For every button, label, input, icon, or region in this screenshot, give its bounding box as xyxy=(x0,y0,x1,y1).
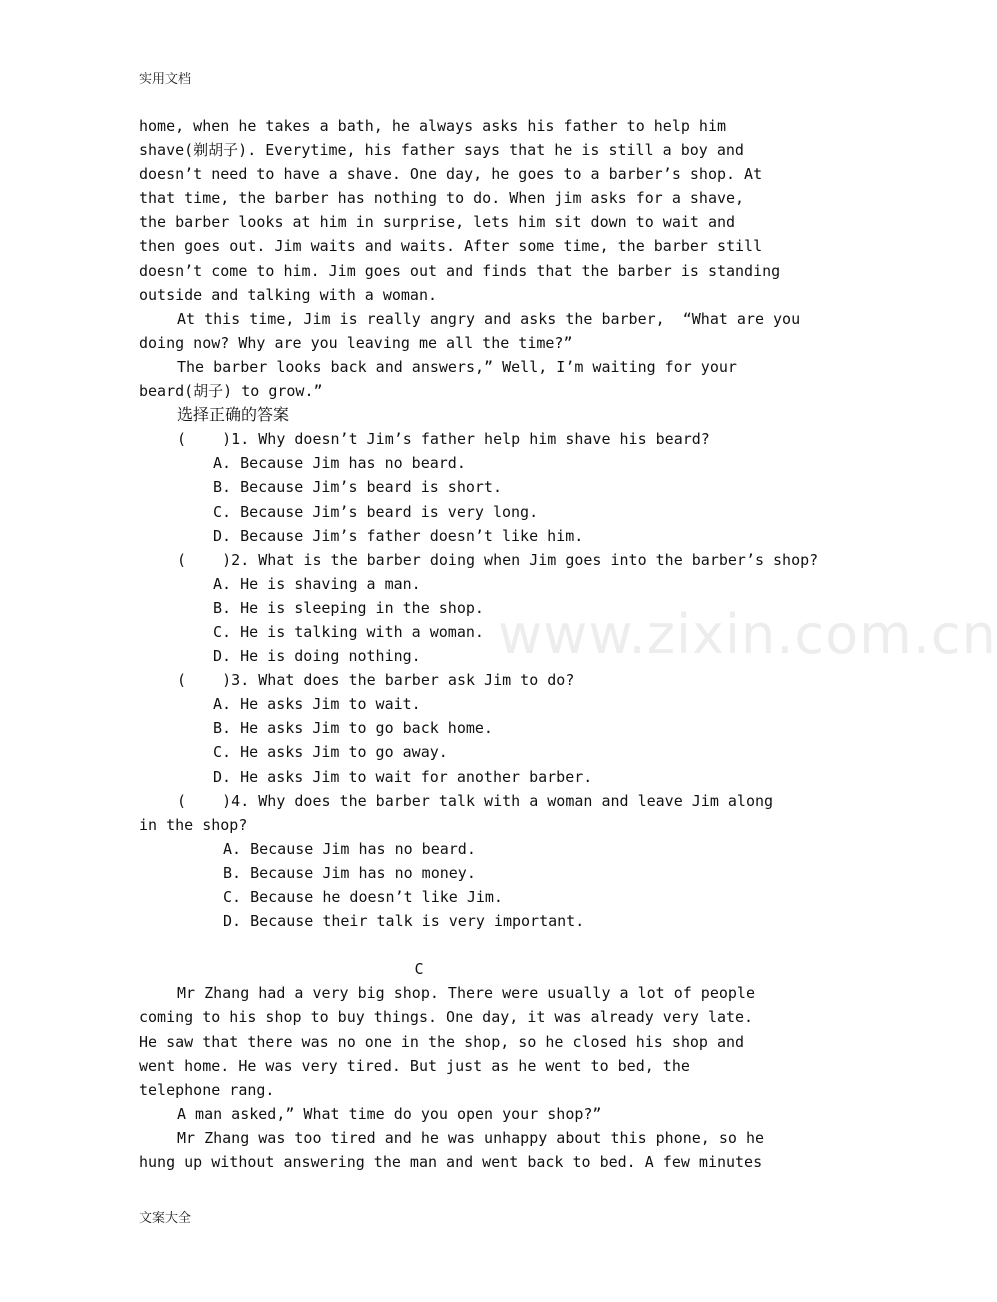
story-line: beard(胡子) to grow.” xyxy=(139,382,323,401)
story-line: then goes out. Jim waits and waits. After some time, the barber still xyxy=(139,237,763,256)
document-body xyxy=(139,114,819,1174)
answer-option: C. He is talking with a woman. xyxy=(213,622,484,641)
story-line: Mr Zhang was too tired and he was unhappy about this phone, so he xyxy=(177,1128,764,1147)
answer-option: C. Because he doesn’t like Jim. xyxy=(223,888,503,906)
answer-option: A. He is shaving a man. xyxy=(213,574,421,593)
section-heading: C xyxy=(414,960,424,979)
page-footer-label: 文案大全 xyxy=(139,1211,192,1226)
question-stem-continued: in the shop? xyxy=(139,815,248,834)
answer-option: B. Because Jim’s beard is short. xyxy=(213,478,502,497)
answer-option: D. He is doing nothing. xyxy=(213,647,421,666)
story-line: went home. He was very tired. But just as he went to bed, the xyxy=(139,1056,690,1075)
story-line: shave(剃胡子). Everytime, his father says that he is still a boy and xyxy=(139,141,744,160)
story-line: home, when he takes a bath, he always asks his father to help him xyxy=(139,117,726,135)
story-line: the barber looks at him in surprise, lets him sit down to wait and xyxy=(139,213,736,232)
question-stem: ( )2. What is the barber doing when Jim goes into the barber’s shop? xyxy=(177,550,819,569)
answer-option: B. He is sleeping in the shop. xyxy=(213,598,484,617)
page-header-label: 实用文档 xyxy=(139,72,192,87)
blank-line xyxy=(139,933,819,957)
story-line: The barber looks back and answers,” Well, I’m waiting for your xyxy=(177,357,737,376)
story-line: that time, the barber has nothing to do. When jim asks for a shave, xyxy=(139,189,745,208)
story-line: doesn’t need to have a shave. One day, he goes to a barber’s shop. At xyxy=(139,165,763,184)
story-line: doing now? Why are you leaving me all the time?” xyxy=(139,333,573,352)
quiz-instruction: 选择正确的答案 xyxy=(177,405,290,425)
question-stem: ( )3. What does the barber ask Jim to do? xyxy=(177,671,575,690)
watermark: www.zixin.com.cn xyxy=(498,603,997,666)
question-stem: ( )4. Why does the barber talk with a woman and leave Jim along xyxy=(177,791,774,810)
story-line: doesn’t come to him. Jim goes out and finds that the barber is standing xyxy=(139,261,781,280)
story-line: hung up without answering the man and went back to bed. A few minutes xyxy=(139,1153,763,1172)
story-line: outside and talking with a woman. xyxy=(139,285,438,304)
story-line: Mr Zhang had a very big shop. There were usually a lot of people xyxy=(177,984,755,1003)
story-line: A man asked,” What time do you open your shop?” xyxy=(177,1104,602,1123)
answer-option: C. Because Jim’s beard is very long. xyxy=(213,502,539,521)
answer-option: D. Because Jim’s father doesn’t like him. xyxy=(213,526,584,545)
answer-option: D. He asks Jim to wait for another barber. xyxy=(213,767,593,786)
answer-option: A. He asks Jim to wait. xyxy=(213,695,421,714)
story-line: coming to his shop to buy things. One day, it was already very late. xyxy=(139,1008,754,1027)
story-line: He saw that there was no one in the shop, so he closed his shop and xyxy=(139,1032,745,1051)
story-line: telephone rang. xyxy=(139,1080,275,1099)
answer-option: A. Because Jim has no beard. xyxy=(213,454,466,473)
answer-option: B. Because Jim has no money. xyxy=(223,863,476,882)
answer-option: B. He asks Jim to go back home. xyxy=(213,719,493,738)
question-stem: ( )1. Why doesn’t Jim’s father help him shave his beard? xyxy=(177,430,710,449)
answer-option: C. He asks Jim to go away. xyxy=(213,743,448,762)
answer-option: A. Because Jim has no beard. xyxy=(223,839,476,858)
answer-option: D. Because their talk is very important. xyxy=(223,912,585,931)
story-line: At this time, Jim is really angry and asks the barber, “What are you xyxy=(177,309,801,328)
